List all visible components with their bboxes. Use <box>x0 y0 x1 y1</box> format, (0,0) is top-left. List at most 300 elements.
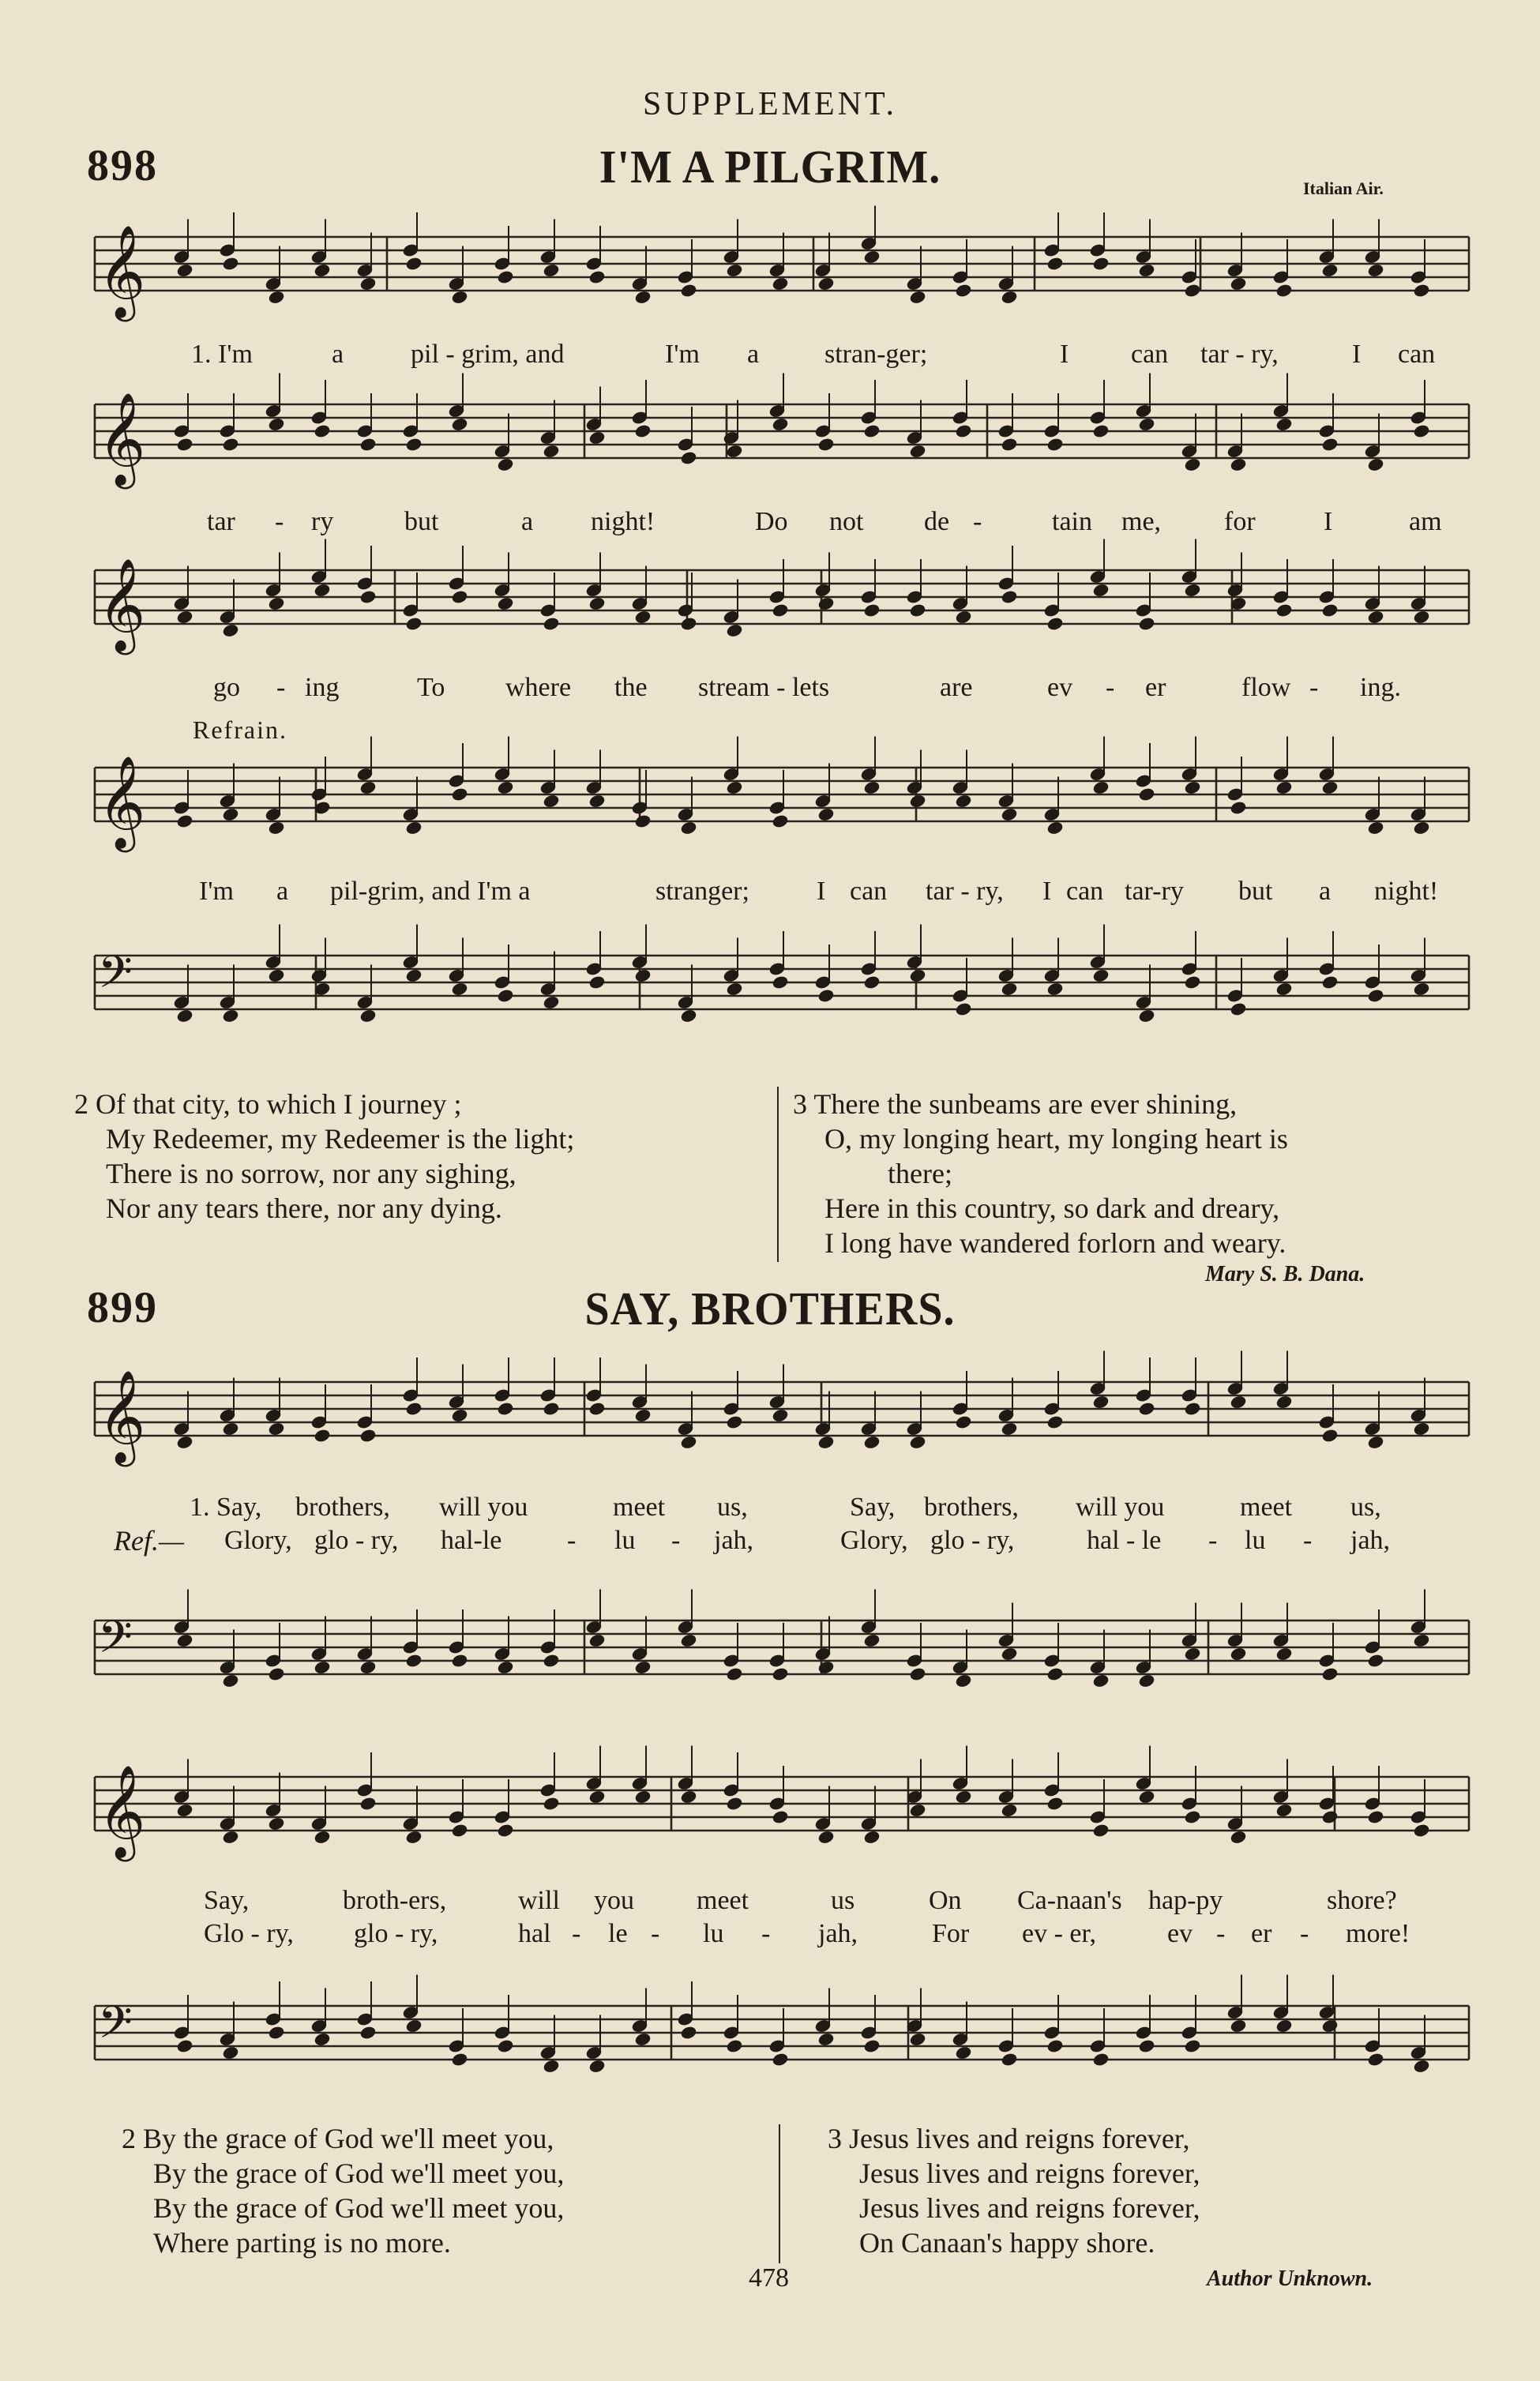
lyric-syllable: meet <box>613 1493 666 1522</box>
note-head <box>1275 1647 1292 1661</box>
note-head <box>1001 290 1017 304</box>
note-head <box>359 1008 376 1023</box>
note-head <box>1230 457 1246 471</box>
note-head <box>588 1402 605 1416</box>
note-head <box>588 794 605 808</box>
note-head <box>543 1402 559 1416</box>
note-head <box>1367 1810 1384 1824</box>
lyric-syllable: - <box>1208 1526 1218 1555</box>
note-head <box>1367 1654 1384 1668</box>
lyric-syllable: I <box>1352 340 1362 369</box>
note-head <box>909 1803 926 1817</box>
note-head <box>222 2045 239 2060</box>
note-head <box>1001 1421 1017 1436</box>
note-head <box>1138 2039 1155 2053</box>
note-head <box>588 2059 605 2073</box>
lyric-syllable: - <box>1303 1526 1313 1555</box>
note-head <box>497 1823 513 1838</box>
note-head <box>726 263 742 277</box>
note-head <box>634 424 651 438</box>
note-head <box>222 1008 239 1023</box>
note-head <box>543 995 559 1009</box>
note-head <box>1275 1395 1292 1409</box>
lyric-syllable: - <box>1106 673 1115 702</box>
note-head <box>1092 257 1109 271</box>
note-head <box>772 2052 788 2067</box>
note-head <box>1367 610 1384 624</box>
note-head <box>817 438 834 452</box>
note-head <box>451 417 468 431</box>
note-head <box>909 290 926 304</box>
lyric-syllable: tain <box>1052 507 1092 536</box>
note-head <box>543 617 559 631</box>
note-head <box>222 438 239 452</box>
lyric-syllable: flow <box>1241 673 1291 702</box>
lyric-syllable: Say, <box>204 1886 250 1915</box>
lyric-syllable: Glory, <box>840 1526 908 1555</box>
lyric-syllable: the <box>614 673 648 702</box>
verse-line: My Redeemer, my Redeemer is the light; <box>106 1123 575 1155</box>
note-head <box>1046 2039 1063 2053</box>
note-head <box>1092 2052 1109 2067</box>
note-head <box>1138 1790 1155 1804</box>
note-head <box>772 1408 788 1422</box>
lyric-syllable: lu <box>703 1919 724 1948</box>
note-head <box>1184 284 1200 298</box>
note-head <box>451 290 468 304</box>
note-head <box>726 1797 742 1811</box>
note-head <box>1184 780 1200 794</box>
lyric-syllable: not <box>829 507 864 536</box>
verse-line: 2 Of that city, to which I journey ; <box>74 1088 462 1120</box>
note-head <box>176 1633 193 1647</box>
note-head <box>405 968 422 982</box>
note-head <box>268 821 284 835</box>
verse-2 <box>122 2121 564 2260</box>
lyric-syllable: broth-ers, <box>343 1886 447 1915</box>
note-head <box>1230 1395 1246 1409</box>
note-head <box>1092 1673 1109 1688</box>
lyric-syllable: I <box>1042 877 1052 906</box>
note-head <box>359 438 376 452</box>
treble-clef: 𝄞 <box>98 224 146 319</box>
note-head <box>680 1008 697 1023</box>
note-head <box>451 590 468 604</box>
lyric-syllable: de <box>924 507 950 536</box>
treble-clef: 𝄞 <box>98 392 146 486</box>
note-head <box>1046 821 1063 835</box>
note-head <box>543 444 559 458</box>
note-head <box>955 1790 971 1804</box>
note-head <box>863 1435 880 1449</box>
note-head <box>680 617 697 631</box>
lyric-syllable: shore? <box>1327 1886 1397 1915</box>
lyric-syllable: I <box>817 877 826 906</box>
note-head <box>1321 1667 1338 1681</box>
note-head <box>451 1408 468 1422</box>
note-head <box>1321 263 1338 277</box>
verse-line: Jesus lives and reigns forever, <box>859 2192 1200 2224</box>
lyric-syllable: I <box>1060 340 1069 369</box>
lyric-syllable: tar-ry <box>1125 877 1184 906</box>
note-head <box>1138 787 1155 802</box>
note-head <box>405 821 422 835</box>
note-head <box>772 1810 788 1824</box>
lyric-syllable: for <box>1224 507 1256 536</box>
note-head <box>634 1790 651 1804</box>
note-head <box>405 2019 422 2033</box>
note-head <box>680 1790 697 1804</box>
lyric-syllable: stream - lets <box>698 673 830 702</box>
lyric-syllable: will you <box>1076 1493 1165 1522</box>
note-head <box>1046 257 1063 271</box>
note-head <box>588 430 605 445</box>
lyric-syllable: - <box>1309 673 1319 702</box>
lyric-syllable: 1. Say, <box>190 1493 262 1522</box>
lyric-syllable: go <box>213 673 240 702</box>
note-head <box>405 1654 422 1668</box>
note-head <box>1413 610 1429 624</box>
note-head <box>222 1673 239 1688</box>
note-head <box>863 1633 880 1647</box>
note-head <box>909 1435 926 1449</box>
lyric-syllable: hal - le <box>1087 1526 1162 1555</box>
note-head <box>497 596 513 610</box>
lyric-syllable: but <box>1238 877 1273 906</box>
note-head <box>680 1633 697 1647</box>
note-head <box>405 1402 422 1416</box>
note-head <box>405 617 422 631</box>
note-head <box>497 457 513 471</box>
note-head <box>314 1830 330 1844</box>
note-head <box>772 1667 788 1681</box>
note-head <box>1230 1830 1246 1844</box>
lyric-syllable: glo - ry, <box>314 1526 399 1555</box>
note-head <box>543 1797 559 1811</box>
lyric-syllable: - <box>1300 1919 1309 1948</box>
lyric-syllable: glo - ry, <box>930 1526 1015 1555</box>
lyric-syllable: On <box>929 1886 962 1915</box>
lyric-syllable: - <box>671 1526 681 1555</box>
lyric-syllable: will <box>518 1886 560 1915</box>
note-head <box>726 982 742 996</box>
note-head <box>863 250 880 264</box>
note-head <box>772 276 788 291</box>
note-head <box>1321 975 1338 990</box>
verse-3 <box>793 1087 1288 1260</box>
verse-line: On Canaan's happy shore. <box>859 2227 1155 2259</box>
lyric-syllable: stranger; <box>655 877 749 906</box>
lyric-syllable: I'm <box>665 340 700 369</box>
lyric-syllable: glo - ry, <box>354 1919 438 1948</box>
lyric-syllable: 1. I'm <box>191 340 253 369</box>
note-head <box>1184 1402 1200 1416</box>
note-head <box>1138 1402 1155 1416</box>
note-head <box>1184 2039 1200 2053</box>
note-head <box>817 1830 834 1844</box>
note-head <box>268 417 284 431</box>
lyric-syllable: pil-grim, and I'm a <box>330 877 531 906</box>
note-head <box>1413 2059 1429 2073</box>
note-head <box>451 2052 468 2067</box>
note-head <box>1001 1803 1017 1817</box>
lyric-syllable: ev <box>1047 673 1073 702</box>
note-head <box>955 424 971 438</box>
bass-clef: 𝄢 <box>98 1997 133 2060</box>
lyric-syllable: - <box>276 673 286 702</box>
note-head <box>497 989 513 1003</box>
note-head <box>405 257 422 271</box>
column-divider <box>779 2124 780 2263</box>
note-head <box>1275 2019 1292 2033</box>
note-head <box>588 1790 605 1804</box>
note-head <box>268 1816 284 1831</box>
note-head <box>955 2045 971 2060</box>
note-head <box>176 438 193 452</box>
lyric-syllable: ing. <box>1360 673 1401 702</box>
lyric-syllable: a <box>1319 877 1332 906</box>
note-head <box>955 1002 971 1016</box>
hymn-number: 898 <box>87 141 158 190</box>
note-head <box>1413 284 1429 298</box>
note-head <box>588 270 605 284</box>
note-head <box>1413 1421 1429 1436</box>
note-head <box>863 1830 880 1844</box>
lyric-syllable: you <box>594 1886 634 1915</box>
note-head <box>680 1435 697 1449</box>
note-head <box>222 1421 239 1436</box>
hymn-title: I'M A PILGRIM. <box>599 141 941 193</box>
note-head <box>359 780 376 794</box>
lyric-syllable: hal <box>518 1919 551 1948</box>
note-head <box>1367 263 1384 277</box>
note-head <box>176 610 193 624</box>
note-head <box>1230 1647 1246 1661</box>
lyric-syllable: a <box>747 340 760 369</box>
note-head <box>1001 2052 1017 2067</box>
note-head <box>359 590 376 604</box>
lyric-syllable: For <box>932 1919 970 1948</box>
note-head <box>314 583 330 597</box>
note-head <box>451 1654 468 1668</box>
note-head <box>1092 780 1109 794</box>
treble-clef: 𝄞 <box>98 1369 146 1464</box>
verse-line: Here in this country, so dark and dreary, <box>824 1192 1280 1224</box>
note-head <box>497 270 513 284</box>
lyric-syllable: - <box>572 1919 581 1948</box>
note-head <box>1046 1667 1063 1681</box>
note-head <box>634 1408 651 1422</box>
lyric-syllable: a <box>332 340 344 369</box>
note-head <box>1092 1823 1109 1838</box>
lyric-syllable: lu <box>1245 1526 1266 1555</box>
lyric-syllable: can <box>1131 340 1169 369</box>
note-head <box>1001 438 1017 452</box>
lyric-syllable: but <box>404 507 439 536</box>
lyric-syllable: - <box>1216 1919 1226 1948</box>
note-head <box>268 596 284 610</box>
treble-clef: 𝄞 <box>98 558 146 652</box>
lyric-syllable: Glory, <box>224 1526 292 1555</box>
note-head <box>543 263 559 277</box>
author-credit: Mary S. B. Dana. <box>1205 1262 1365 1286</box>
note-head <box>726 780 742 794</box>
lyric-syllable: are <box>940 673 973 702</box>
note-head <box>222 807 239 821</box>
note-head <box>268 968 284 982</box>
treble-clef: 𝄞 <box>98 755 146 850</box>
note-head <box>359 276 376 291</box>
note-head <box>1230 276 1246 291</box>
note-head <box>1321 1810 1338 1824</box>
note-head <box>1321 1429 1338 1443</box>
note-head <box>1413 821 1429 835</box>
note-head <box>1367 457 1384 471</box>
note-head <box>863 780 880 794</box>
note-head <box>176 263 193 277</box>
note-head <box>451 982 468 996</box>
note-head <box>176 2039 193 2053</box>
note-head <box>588 1633 605 1647</box>
note-head <box>1046 1797 1063 1811</box>
lyric-syllable: night! <box>591 507 655 536</box>
lyric-syllable: us <box>831 1886 855 1915</box>
page-number: 478 <box>749 2263 789 2293</box>
note-head <box>909 603 926 618</box>
note-head <box>1046 982 1063 996</box>
note-head <box>1001 807 1017 821</box>
note-head <box>863 603 880 618</box>
note-head <box>680 2026 697 2040</box>
lyric-syllable: pil - grim, and <box>411 340 565 369</box>
note-head <box>359 2026 376 2040</box>
note-head <box>1001 1647 1017 1661</box>
note-head <box>1046 1415 1063 1429</box>
verse-line: Nor any tears there, nor any dying. <box>106 1192 502 1224</box>
note-head <box>314 1429 330 1443</box>
lyric-syllable: hap-py <box>1148 1886 1223 1915</box>
note-head <box>405 1830 422 1844</box>
verse-line: 3 There the sunbeams are ever shining, <box>793 1088 1238 1120</box>
lyric-syllable: meet <box>1240 1493 1293 1522</box>
verse-line: Jesus lives and reigns forever, <box>859 2158 1200 2189</box>
note-head <box>1275 780 1292 794</box>
note-head <box>1321 780 1338 794</box>
note-head <box>1001 982 1017 996</box>
note-head <box>497 1660 513 1674</box>
note-head <box>1367 821 1384 835</box>
lyric-syllable: ev <box>1167 1919 1193 1948</box>
lyric-syllable: us, <box>1350 1493 1381 1522</box>
lyric-syllable: - <box>275 507 284 536</box>
note-head <box>268 1421 284 1436</box>
note-head <box>634 1660 651 1674</box>
verse-line: there; <box>888 1158 952 1189</box>
lyric-syllable: us, <box>717 1493 748 1522</box>
note-head <box>772 417 788 431</box>
note-head <box>772 814 788 828</box>
note-head <box>268 1667 284 1681</box>
bass-clef: 𝄢 <box>98 1612 133 1674</box>
lyric-syllable: hal-le <box>441 1526 502 1555</box>
lyric-syllable: - <box>761 1919 771 1948</box>
lyric-syllable: can <box>1066 877 1104 906</box>
note-head <box>1230 801 1246 815</box>
note-head <box>1275 982 1292 996</box>
note-head <box>634 2032 651 2046</box>
note-head <box>772 603 788 618</box>
note-head <box>817 276 834 291</box>
note-head <box>1138 1008 1155 1023</box>
note-head <box>726 444 742 458</box>
note-head <box>1230 2019 1246 2033</box>
note-head <box>726 1415 742 1429</box>
note-head <box>726 623 742 637</box>
note-head <box>176 1435 193 1449</box>
verse-2 <box>74 1087 574 1226</box>
note-head <box>817 989 834 1003</box>
note-head <box>405 438 422 452</box>
note-head <box>314 1660 330 1674</box>
bass-clef: 𝄢 <box>98 947 133 1009</box>
note-head <box>1001 590 1017 604</box>
note-head <box>634 290 651 304</box>
note-head <box>817 2032 834 2046</box>
note-head <box>1321 603 1338 618</box>
note-head <box>909 1667 926 1681</box>
lyric-syllable: can <box>850 877 888 906</box>
lyric-syllable: me, <box>1121 507 1162 536</box>
note-head <box>497 1402 513 1416</box>
note-head <box>1138 1673 1155 1688</box>
note-head <box>955 610 971 624</box>
lyric-syllable: brothers, <box>924 1493 1019 1522</box>
lyric-syllable: am <box>1409 507 1442 536</box>
lyric-syllable: er <box>1145 673 1166 702</box>
note-head <box>680 451 697 465</box>
note-head <box>176 814 193 828</box>
lyric-syllable: er <box>1251 1919 1272 1948</box>
verse-line: O, my longing heart, my longing heart is <box>824 1123 1288 1155</box>
note-head <box>497 780 513 794</box>
verse-line: There is no sorrow, nor any sighing, <box>106 1158 516 1189</box>
note-head <box>680 284 697 298</box>
note-head <box>1184 1810 1200 1824</box>
lyric-syllable: To <box>417 673 445 702</box>
note-head <box>268 290 284 304</box>
note-head <box>588 975 605 990</box>
lyric-syllable: where <box>505 673 572 702</box>
note-head <box>817 596 834 610</box>
note-head <box>1184 457 1200 471</box>
note-head <box>1138 263 1155 277</box>
note-head <box>222 1830 239 1844</box>
note-head <box>726 2039 742 2053</box>
note-head <box>1367 989 1384 1003</box>
lyric-syllable: Say, <box>850 1493 896 1522</box>
note-head <box>817 1435 834 1449</box>
lyric-syllable: Do <box>755 507 788 536</box>
verse-line: 3 Jesus lives and reigns forever, <box>828 2123 1190 2154</box>
note-head <box>1046 438 1063 452</box>
verse-line: By the grace of God we'll meet you, <box>153 2158 565 2189</box>
lyric-syllable: night! <box>1374 877 1439 906</box>
lyric-syllable: brothers, <box>295 1493 390 1522</box>
note-head <box>1367 2052 1384 2067</box>
lyric-syllable: a <box>521 507 534 536</box>
verse-line: I long have wandered forlorn and weary. <box>824 1227 1286 1259</box>
refrain-label: Ref.— <box>114 1525 184 1557</box>
